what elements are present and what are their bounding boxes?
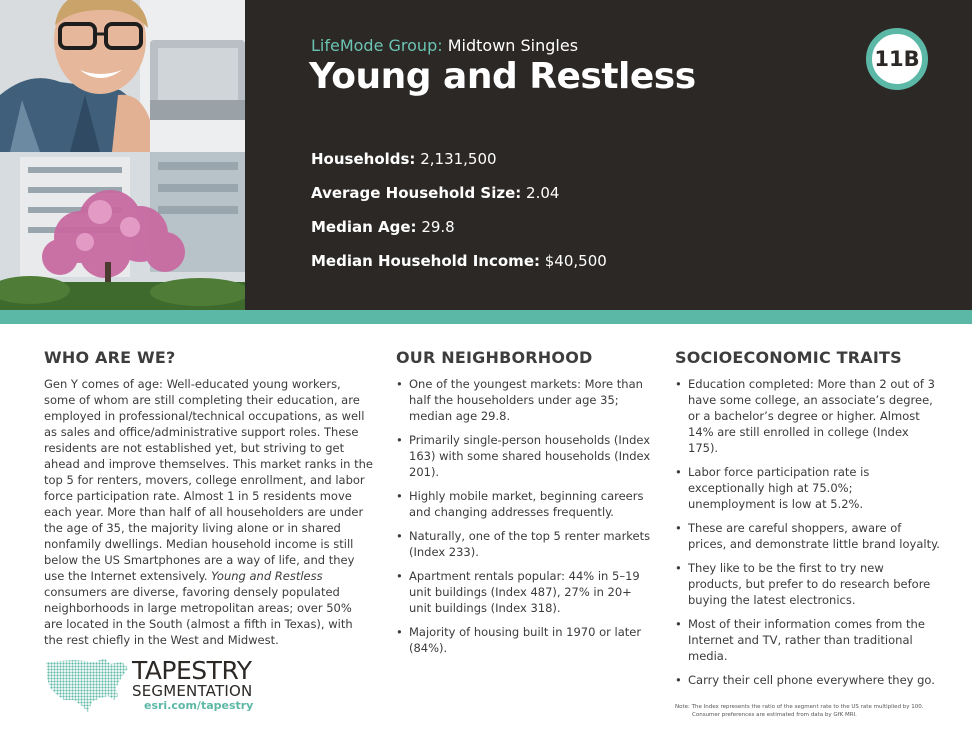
list-item: • Apartment rentals popular: 44% in 5–19 unit buildings (Index 487), 27% in 20+ unit buildings (Index 318). <box>396 568 656 616</box>
lifemode-label: LifeMode Group: <box>311 36 443 55</box>
footnote-line1: Note: The Index represents the ratio of the segment rate to the US rate multiplied by 100. <box>675 704 924 710</box>
footnote-line2: Consumer preferences are estimated from data by GfK MRI. <box>692 712 857 718</box>
us-map-icon <box>44 656 130 714</box>
stat-label: Households: <box>311 150 416 168</box>
list-item: • These are careful shoppers, aware of prices, and demonstrate little brand loyalty. <box>675 520 940 552</box>
who-text-part1: Gen Y comes of age: Well-educated young workers, some of whom are still completing their education, are employed in professional/technical occupations, as well as sales and office/administrative support roles. These residents are not established yet, but striving to get ahead and improve themselves. This market ranks in the top 5 for renters, movers, college enrollment, and labor force participation rate. Almost 1 in 5 residents move each year. More than half of all householders are under the age of 35, the majority living alone or in shared nonfamily dwellings. Median household income is still below the US Smartphones are a way of life, and they use the Internet extensively. <box>44 377 373 583</box>
logo-url[interactable]: esri.com/tapestry <box>144 699 254 712</box>
stat-median-income <box>311 252 607 286</box>
header-banner <box>0 0 972 310</box>
list-item: • Highly mobile market, beginning careers and changing addresses frequently. <box>396 488 656 520</box>
stat-value: 2,131,500 <box>420 150 497 168</box>
lifemode-name: Midtown Singles <box>447 36 579 55</box>
stat-value: 29.8 <box>421 218 455 236</box>
stat-value: $40,500 <box>544 252 607 270</box>
neighborhood-list <box>396 376 656 656</box>
list-item: • They like to be the first to try new products, but prefer to do research before buying the latest electronics. <box>675 560 940 608</box>
segment-code-badge: 11B <box>866 28 928 90</box>
list-item: • Education completed: More than 2 out of 3 have some college, an associate’s degree, or a bachelor’s degree or higher. Almost 14% are still enrolled in college (Index 175). <box>675 376 940 456</box>
stat-households <box>311 150 607 184</box>
list-item: • Naturally, one of the top 5 renter markets (Index 233). <box>396 528 656 560</box>
neighborhood-section <box>396 348 656 664</box>
who-text <box>44 376 374 648</box>
stat-median-age <box>311 218 607 252</box>
logo-wordmark: TAPESTRY <box>132 656 252 685</box>
stat-label: Median Household Income: <box>311 252 540 270</box>
stat-household-size <box>311 184 607 218</box>
list-item: • Most of their information comes from the Internet and TV, rather than traditional media. <box>675 616 940 664</box>
socioeconomic-section <box>675 348 940 696</box>
who-text-part2: consumers are diverse, favoring densely populated neighborhoods in large metropolitan areas; over 50% are located in the South (almost a fifth in Texas), with the rest chiefly in the West and Midwest. <box>44 585 353 647</box>
stat-value: 2.04 <box>526 184 560 202</box>
list-item: • One of the youngest markets: More than half the householders under age 35; median age 29.8. <box>396 376 656 424</box>
who-heading: WHO ARE WE? <box>44 348 176 367</box>
portrait-photo <box>0 0 245 152</box>
stat-label: Median Age: <box>311 218 417 236</box>
who-are-we-section <box>44 348 374 648</box>
tapestry-logo <box>44 656 284 716</box>
list-item: • Primarily single-person households (Index 163) with some shared households (Index 201). <box>396 432 656 480</box>
portrait-illustration <box>0 0 245 152</box>
footnote <box>675 703 945 719</box>
key-stats <box>311 150 607 286</box>
stat-label: Average Household Size: <box>311 184 522 202</box>
lifemode-line <box>311 36 578 55</box>
segment-title: Young and Restless <box>309 56 696 97</box>
list-item: • Labor force participation rate is exceptionally high at 75.0%; unemployment is low at 5.2%. <box>675 464 940 512</box>
socio-list <box>675 376 940 688</box>
who-text-italic: Young and Restless <box>211 569 323 583</box>
building-photo <box>0 152 245 310</box>
logo-subtitle: SEGMENTATION <box>132 682 253 700</box>
socio-heading: SOCIOECONOMIC TRAITS <box>675 348 902 367</box>
neighborhood-heading: OUR NEIGHBORHOOD <box>396 348 593 367</box>
list-item: • Majority of housing built in 1970 or later (84%). <box>396 624 656 656</box>
building-illustration <box>0 152 245 310</box>
accent-divider <box>0 310 972 324</box>
list-item: • Carry their cell phone everywhere they go. <box>675 672 940 688</box>
